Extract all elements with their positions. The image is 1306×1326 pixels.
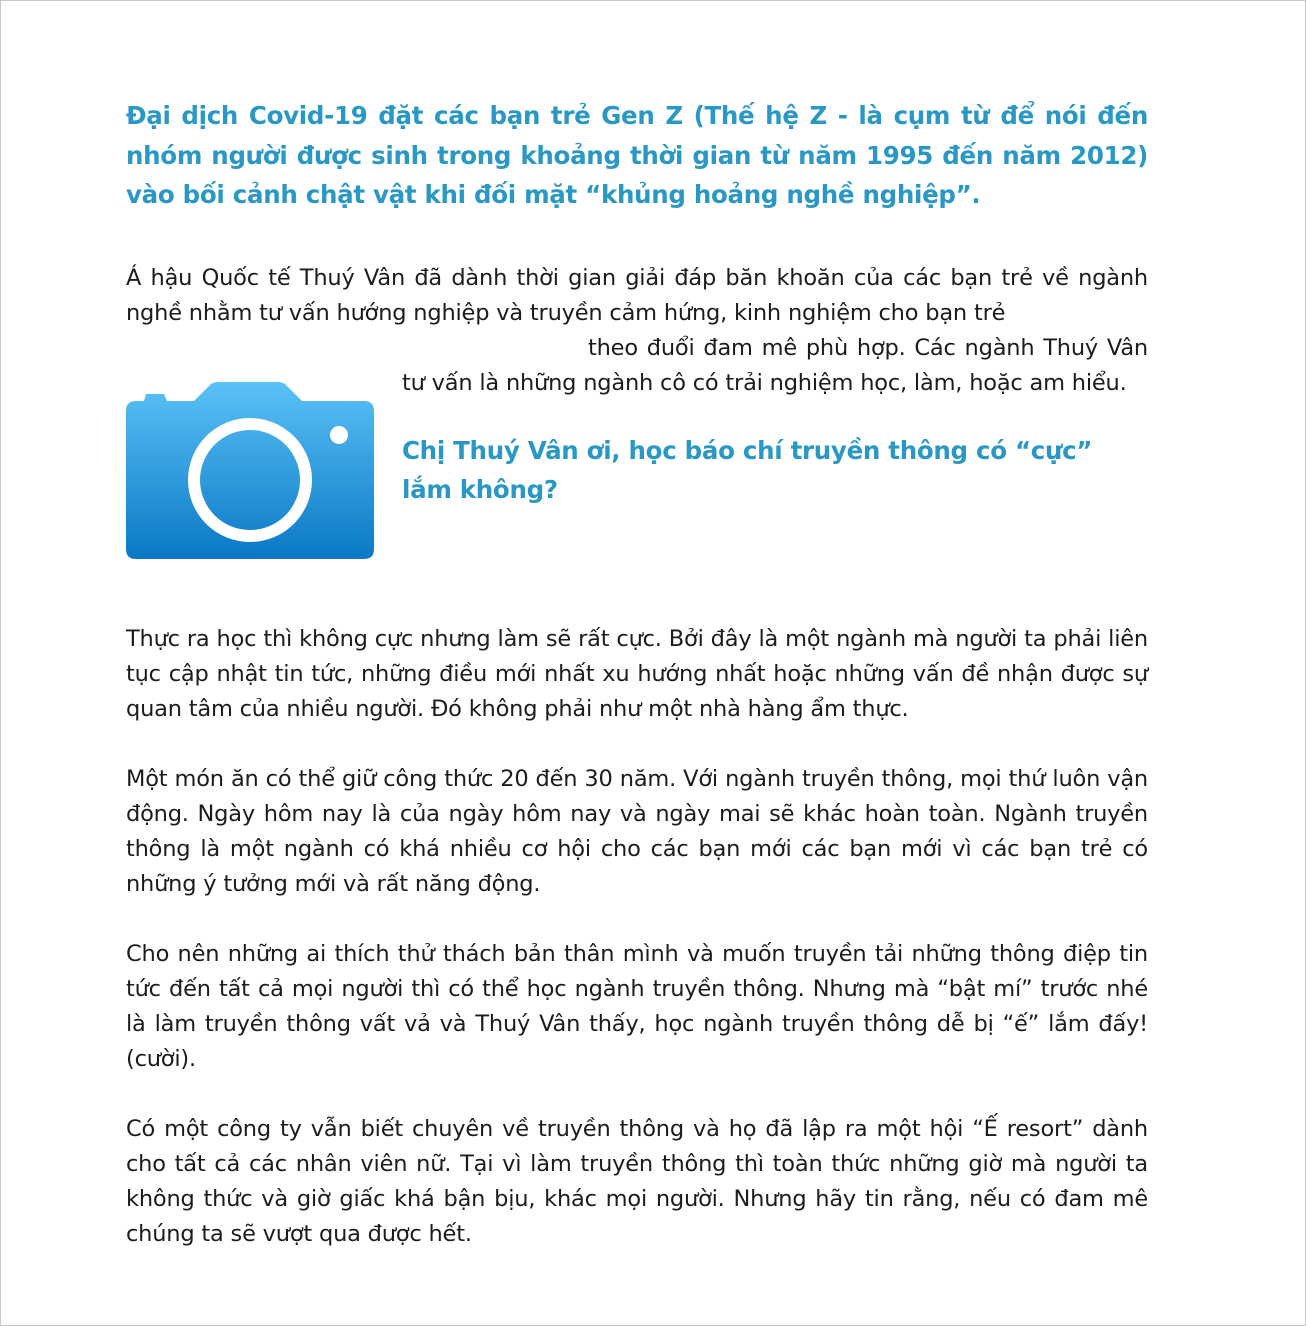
article-content (126, 96, 1148, 1252)
answer-paragraph-2: Một món ăn có thể giữ công thức 20 đến 30 năm. Với ngành truyền thông, mọi thứ luôn vận động. Ngày hôm nay là của ngày hôm nay và ngày mai sẽ khác hoàn toàn. Ngành truyền thông là một ngành có khá nhiều cơ hội cho các bạn mới các bạn mới vì các bạn trẻ có những ý tưởng mới và rất năng động. (126, 765, 1148, 897)
camera-icon (126, 382, 374, 559)
answer-paragraph-3: Cho nên những ai thích thử thách bản thân mình và muốn truyền tải những thông điệp tin tức đến tất cả mọi người thì có thể học ngành truyền thông. Nhưng mà “bật mí” trước nhé là làm truyền thông vất vả và Thuý Vân thấy, học ngành truyền thông dễ bị “ế” lắm đấy! (cười). (126, 940, 1148, 1072)
lead-paragraph: Đại dịch Covid-19 đặt các bạn trẻ Gen Z (Thế hệ Z - là cụm từ để nói đến nhóm người được sinh trong khoảng thời gian từ năm 1995 đến năm 2012) vào bối cảnh chật vật khi đối mặt “khủng hoảng nghề nghiệp”. (126, 101, 1148, 209)
intro-paragraph-part1: Á hậu Quốc tế Thuý Vân đã dành thời gian giải đáp băn khoăn của các bạn trẻ về ngành nghề nhằm tư vấn hướng nghiệp và truyền cảm hứng, kinh nghiệm cho bạn trẻ (126, 264, 1148, 326)
answer-paragraph-1: Thực ra học thì không cực nhưng làm sẽ rất cực. Bởi đây là một ngành mà người ta phải liên tục cập nhật tin tức, những điều mới nhất xu hướng nhất hoặc những vấn đề nhận được sự quan tâm của nhiều người. Đó không phải như một nhà hàng ẩm thực. (126, 625, 1148, 722)
intro-paragraph-part2: theo đuổi đam mê phù hợp. Các ngành Thuý Vân tư vấn là những ngành cô có trải nghiệm học, làm, hoặc am hiểu. (402, 334, 1148, 396)
question-heading: Chị Thuý Vân ơi, học báo chí truyền thông có “cực” lắm không? (402, 435, 1093, 504)
answer-paragraph-4: Có một công ty vẫn biết chuyên về truyền thông và họ đã lập ra một hội “Ế resort” dành cho tất cả các nhân viên nữ. Tại vì làm truyền thông thì toàn thức những giờ mà người ta không thức và giờ giấc khá bận bịu, khác mọi người. Nhưng hãy tin rằng, nếu có đam mê chúng ta sẽ vượt qua được hết. (126, 1115, 1148, 1247)
